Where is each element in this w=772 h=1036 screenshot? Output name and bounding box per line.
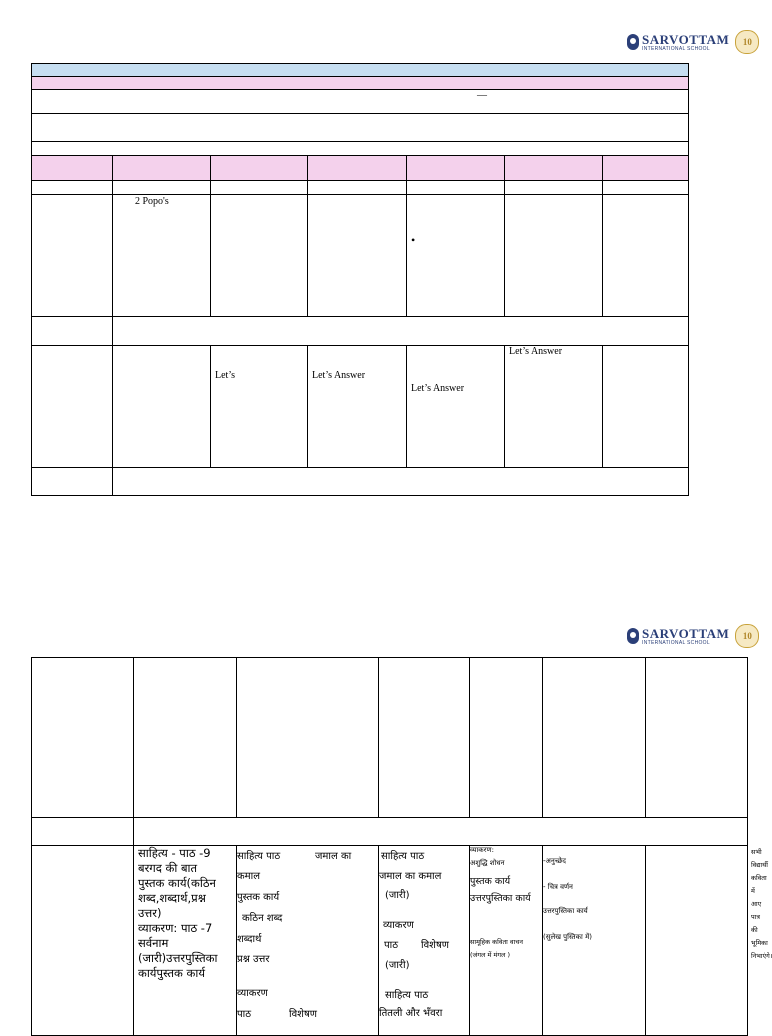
spacer-row [32, 142, 689, 156]
day-header [113, 156, 211, 181]
school-logo [627, 622, 759, 650]
plan-text: Let’s [215, 370, 235, 381]
school-logo [627, 28, 759, 56]
plan-line: (जारी)उत्तरपुस्तिका [138, 951, 218, 965]
row-label-cell [32, 846, 134, 1036]
plan-text: Let’s Answer [411, 383, 465, 394]
hindi-plan-cell [470, 846, 543, 1036]
hindi-plan-cell [237, 846, 379, 1036]
plan-line: विशेषण [289, 1009, 317, 1020]
plan-cell [211, 346, 308, 468]
plan-line: कार्यपुस्तक कार्य [138, 966, 206, 980]
plan-line: कमाल [237, 871, 261, 882]
hindi-plan-cell [543, 846, 646, 1036]
plan-line: जमाल का कमाल [379, 871, 442, 882]
day-header [32, 156, 113, 181]
title-dash: — [477, 90, 487, 101]
logo-mark-icon [627, 34, 639, 50]
plan-line: विशेषण [421, 940, 449, 951]
plan-line: कठिन शब्द [242, 913, 283, 924]
plan-cell [407, 346, 505, 468]
plan-line: साहित्य पाठ [385, 990, 429, 1001]
info-row [32, 114, 689, 142]
merged-row-cell [134, 818, 748, 846]
plan-line: शब्द,शब्दार्थ,प्रश्न [138, 891, 206, 905]
plan-line: (सुलेख पुस्तिका में) [543, 933, 592, 941]
plan-cell [113, 195, 211, 317]
plan-line: उत्तरपुस्तिका कार्य [543, 907, 588, 915]
plan-cell [308, 346, 407, 468]
plan-line: पाठ [384, 940, 399, 951]
plan-line: - चित्र वर्णन [543, 883, 573, 891]
plan-line: साहित्य पाठ [381, 851, 425, 862]
plan-line: पुस्तक कार्य [470, 876, 511, 887]
row-label-cell [32, 346, 113, 468]
planner-table-2: साहित्य - पाठ -9 बरगद की बात पुस्तक कार्य(कठिन शब्द,शब्दार्थ,प्रश्न उत्तर) व्याकरण: पाठ -7 सर्वनाम (जारी)उत्तरपुस्तिका कार्यपुस्तक कार्य साहित्य पाठ जमाल का कमाल पुस्तक कार्य कठिन शब्द शब्दार्थ प्रश्न उत्तर व्याकरण पाठ विशेषण साहित्य पाठ जमाल का कमाल (जारी) व्याकरण पाठ विशेषण (जारी) साहित्य पाठ तितली और भँवरा व्याकरण: अशुद्धि शोधन पुस्तक कार्य उत्तरपुस्तिका कार्य सामूहिक कविता वाचन (जंगल में मंगल ) -अनुच्छेद - चित्र वर्णन उत्तरपुस्तिका कार्य (सुलेख पुस्तिका में) सभी विद्यार्थी कविता में आए पात्र की भूमिका निभाएंगे। [31, 657, 748, 1036]
plan-line: व्याकरण: पाठ -7 [138, 921, 213, 935]
day-header [308, 156, 407, 181]
anniversary-badge-icon: 10 [735, 30, 759, 54]
hindi-plan-cell [379, 846, 470, 1036]
header-bar-blue [32, 64, 689, 77]
plan-cell [505, 346, 603, 468]
plan-line: (जारी) [385, 890, 410, 901]
plan-line: बरगद की बात [138, 861, 198, 875]
plan-line: प्रश्न उत्तर [237, 954, 270, 965]
plan-line: जमाल का [315, 851, 352, 862]
plan-line: सर्वनाम [138, 936, 169, 950]
subject-label-cell [32, 195, 113, 317]
merged-row-cell [113, 468, 689, 496]
plan-text: 2 Popo's [135, 196, 169, 207]
row-label-cell [32, 317, 113, 346]
day-header [407, 156, 505, 181]
hindi-plan-cell [134, 846, 237, 1036]
plan-line: व्याकरण: [470, 846, 494, 854]
day-header [603, 156, 689, 181]
plan-line: उत्तरपुस्तिका कार्य [470, 893, 531, 904]
day-header [211, 156, 308, 181]
plan-line: -अनुच्छेद [543, 857, 566, 865]
plan-cell [407, 195, 505, 317]
plan-text: Let’s Answer [509, 346, 563, 357]
plan-line: पुस्तक कार्य [237, 892, 280, 903]
logo-name: SARVOTTAM [642, 625, 730, 641]
plan-line: पाठ [237, 1009, 252, 1020]
plan-line: उत्तर) [138, 906, 162, 920]
bullet: • [411, 233, 416, 247]
plan-line: तितली और भँवरा [379, 1008, 443, 1019]
day-header [505, 156, 603, 181]
row-label-cell [32, 818, 134, 846]
header-bar-pink [32, 77, 689, 90]
plan-line: सामूहिक कविता वाचन [470, 938, 523, 946]
plan-text: Let’s Answer [312, 370, 366, 381]
plan-line: पुस्तक कार्य(कठिन [138, 876, 216, 890]
title-row [32, 90, 689, 114]
logo-subtitle: INTERNATIONAL SCHOOL [642, 639, 710, 646]
merged-row-cell [113, 317, 689, 346]
plan-line: (जंगल में मंगल ) [470, 951, 511, 959]
plan-line: शब्दार्थ [237, 934, 262, 945]
planner-table-1 [31, 63, 689, 496]
plan-line: साहित्य - पाठ -9 [138, 846, 211, 860]
row-label-cell [32, 468, 113, 496]
plan-line: व्याकरण [383, 920, 414, 931]
logo-mark-icon [627, 628, 639, 644]
anniversary-badge-icon: 10 [735, 624, 759, 648]
plan-line: अशुद्धि शोधन [470, 859, 505, 867]
logo-name: SARVOTTAM [642, 31, 730, 47]
plan-line: (जारी) [385, 960, 410, 971]
logo-subtitle: INTERNATIONAL SCHOOL [642, 45, 710, 52]
plan-line: साहित्य पाठ [237, 851, 281, 862]
plan-line: व्याकरण [237, 988, 268, 999]
